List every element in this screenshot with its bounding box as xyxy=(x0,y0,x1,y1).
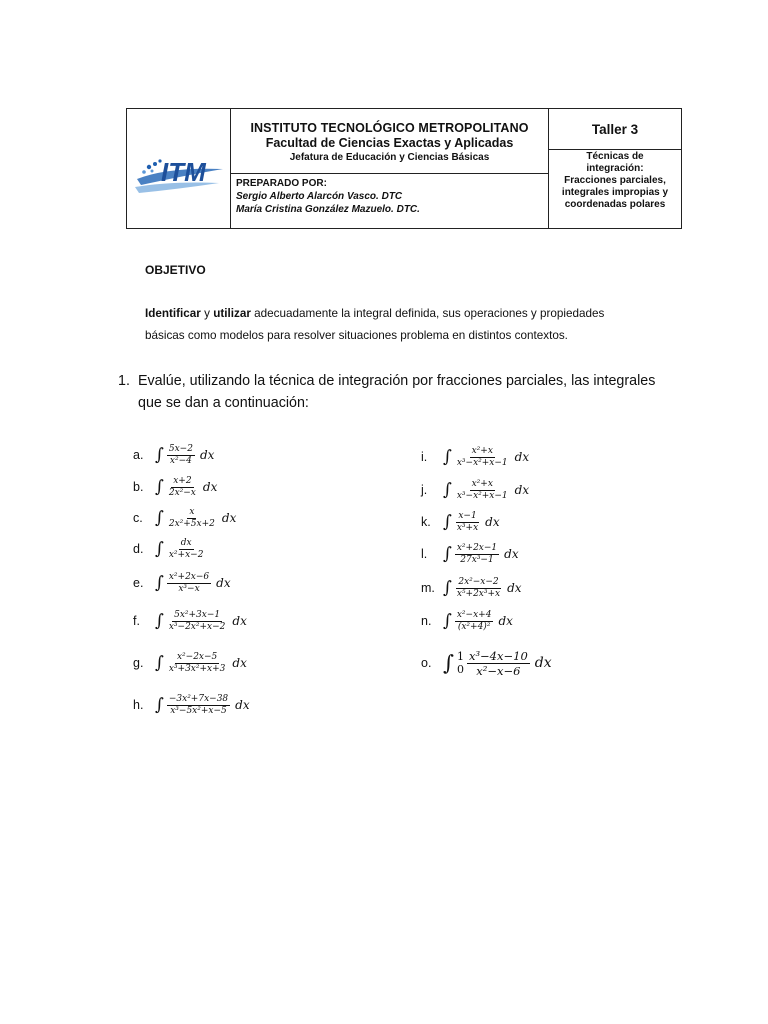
denominator: x⁵+2x³+x xyxy=(456,588,501,599)
denominator: x²−x−6 xyxy=(476,663,521,678)
institution-cell xyxy=(231,109,549,228)
integral-item xyxy=(133,648,247,678)
integral-item xyxy=(421,645,552,681)
question-number: 1. xyxy=(118,373,130,389)
fraction xyxy=(455,543,499,566)
workshop-title-box xyxy=(549,109,681,150)
denominator: x²−4 xyxy=(169,455,192,466)
integral-sign: ∫ xyxy=(443,650,454,675)
authors-block xyxy=(231,174,548,228)
integral-sign: ∫ xyxy=(155,476,164,497)
differential: dx xyxy=(485,515,500,529)
item-label: h. xyxy=(133,698,144,712)
integral-item xyxy=(133,606,247,636)
fraction xyxy=(467,649,530,678)
lower-limit: 0 xyxy=(456,663,464,676)
item-label: n. xyxy=(421,614,432,628)
integral-item xyxy=(421,507,500,537)
objective-text xyxy=(145,303,635,347)
itm-logo xyxy=(127,109,231,228)
numerator: 2x²−x−2 xyxy=(458,576,499,587)
item-label: o. xyxy=(421,656,432,670)
integral-item xyxy=(421,606,513,636)
item-label: f. xyxy=(133,614,140,628)
fraction xyxy=(167,694,230,717)
item-label: e. xyxy=(133,576,144,590)
integral-item xyxy=(133,472,217,502)
differential: dx xyxy=(507,581,522,595)
numerator: x³−4x−10 xyxy=(468,648,528,663)
integral-item xyxy=(421,573,522,603)
fraction xyxy=(455,577,502,600)
objective-line2: básicas como modelos para resolver situaciones problema en distintos contextos. xyxy=(145,329,568,342)
department-name: Jefatura de Educación y Ciencias Básicas xyxy=(289,152,490,163)
denominator: x³−x²+x−1 xyxy=(456,457,508,468)
workshop-cell xyxy=(549,109,681,228)
denominator: x³−x xyxy=(178,583,200,594)
differential: dx xyxy=(216,576,231,590)
numerator: −3x²+7x−38 xyxy=(168,693,229,704)
denominator: 2x²+5x+2 xyxy=(168,518,215,529)
integral-sign: ∫ xyxy=(155,507,164,528)
objective-heading: OBJETIVO xyxy=(145,263,206,277)
objective-bold-1: Identificar xyxy=(145,307,201,320)
topic-line: integrales impropias y xyxy=(561,187,669,198)
denominator: 2x²−x xyxy=(168,487,196,498)
differential: dx xyxy=(514,483,530,497)
item-label: l. xyxy=(421,547,428,561)
fraction xyxy=(167,652,228,675)
differential: dx xyxy=(534,655,552,671)
integral-item xyxy=(421,442,529,472)
item-label: i. xyxy=(421,450,428,464)
header-table xyxy=(126,108,682,229)
question-1 xyxy=(118,370,658,414)
prepared-by-label: PREPARADO POR: xyxy=(236,178,327,189)
item-label: j. xyxy=(421,483,428,497)
denominator: x³−2x²+x−2 xyxy=(168,621,226,632)
item-label: c. xyxy=(133,511,143,525)
fraction xyxy=(167,444,195,467)
logo-cell xyxy=(127,109,231,228)
topic-line: coordenadas polares xyxy=(564,199,666,210)
item-label: d. xyxy=(133,542,144,556)
numerator: dx xyxy=(180,537,192,548)
fraction xyxy=(167,572,211,595)
numerator: 5x−2 xyxy=(168,443,193,454)
integral-sign: ∫ xyxy=(155,610,164,631)
fraction xyxy=(167,610,228,633)
denominator: x³−5x²+x−5 xyxy=(170,705,227,716)
institution-block xyxy=(231,109,548,174)
integral-sign: ∫ xyxy=(155,444,164,465)
topic-line: integración: xyxy=(586,163,644,174)
institution-name: INSTITUTO TECNOLÓGICO METROPOLITANO xyxy=(250,121,529,135)
integral-sign: ∫ xyxy=(155,538,164,559)
numerator: 5x²+3x−1 xyxy=(174,609,221,620)
denominator: 27x³−1 xyxy=(460,554,494,565)
differential: dx xyxy=(221,511,237,525)
numerator: x²−2x−5 xyxy=(176,651,218,662)
numerator: x−1 xyxy=(458,510,477,521)
integral-item xyxy=(133,534,205,564)
denominator: x³+x xyxy=(456,522,479,533)
integral-sign: ∫ xyxy=(155,694,164,715)
numerator: x xyxy=(189,506,195,517)
integral-item xyxy=(133,440,214,470)
fraction xyxy=(455,446,510,469)
objective-mid: y xyxy=(200,307,214,320)
workshop-title: Taller 3 xyxy=(591,121,639,137)
denominator: x³−x²+x−1 xyxy=(456,490,508,501)
fraction xyxy=(167,476,198,499)
integral-sign: ∫ xyxy=(443,577,452,598)
fraction xyxy=(455,511,480,534)
differential: dx xyxy=(235,698,250,712)
topic-box xyxy=(549,150,681,229)
differential: dx xyxy=(232,614,247,628)
item-label: m. xyxy=(421,581,435,595)
topic-line: Técnicas de xyxy=(586,151,644,162)
integral-item xyxy=(133,568,231,598)
author-2: María Cristina González Mazuelo. DTC. xyxy=(236,204,420,215)
integral-item xyxy=(133,503,236,533)
topic-line: Fracciones parciales, xyxy=(564,175,666,186)
denominator: (x²+4)² xyxy=(457,621,491,632)
numerator: x²+x xyxy=(471,478,493,489)
denominator: x³+3x²+x+3 xyxy=(168,663,226,674)
differential: dx xyxy=(202,480,218,494)
differential: dx xyxy=(199,448,215,462)
integral-item xyxy=(421,539,519,569)
logo-text: ITM xyxy=(161,157,206,187)
numerator: x²+2x−1 xyxy=(456,542,498,553)
integral-sign: ∫ xyxy=(155,652,164,673)
author-1: Sergio Alberto Alarcón Vasco. DTC xyxy=(236,191,403,202)
differential: dx xyxy=(498,614,513,628)
integral-sign: ∫ xyxy=(443,446,452,467)
integral-sign: ∫ xyxy=(155,572,164,593)
objective-line1-rest: adecuadamente la integral definida, sus operaciones y propiedades xyxy=(250,307,605,320)
question-text: Evalúe, utilizando la técnica de integración por fracciones parciales, las integrales que se dan a continuación: xyxy=(138,373,656,411)
integral-sign: ∫ xyxy=(443,479,452,500)
fraction xyxy=(167,507,217,530)
integral-item xyxy=(421,475,529,505)
numerator: x²+x xyxy=(471,445,493,456)
fraction xyxy=(455,479,510,502)
item-label: g. xyxy=(133,656,144,670)
upper-limit: 1 xyxy=(456,650,464,663)
objective-bold-2: utilizar xyxy=(213,307,251,320)
faculty-name: Facultad de Ciencias Exactas y Aplicadas xyxy=(265,136,514,150)
integral-limits xyxy=(457,650,464,676)
integral-item xyxy=(133,690,250,720)
integral-sign: ∫ xyxy=(443,511,452,532)
differential: dx xyxy=(514,450,530,464)
item-label: k. xyxy=(421,515,431,529)
differential: dx xyxy=(504,547,519,561)
fraction xyxy=(455,610,494,633)
denominator: x²+x−2 xyxy=(168,549,204,560)
numerator: x²−x+4 xyxy=(456,609,492,620)
fraction xyxy=(167,538,206,561)
differential: dx xyxy=(232,656,247,670)
item-label: a. xyxy=(133,448,144,462)
numerator: x+2 xyxy=(173,475,192,486)
integral-sign: ∫ xyxy=(443,543,452,564)
integral-sign: ∫ xyxy=(443,610,452,631)
numerator: x²+2x−6 xyxy=(168,571,210,582)
item-label: b. xyxy=(133,480,144,494)
